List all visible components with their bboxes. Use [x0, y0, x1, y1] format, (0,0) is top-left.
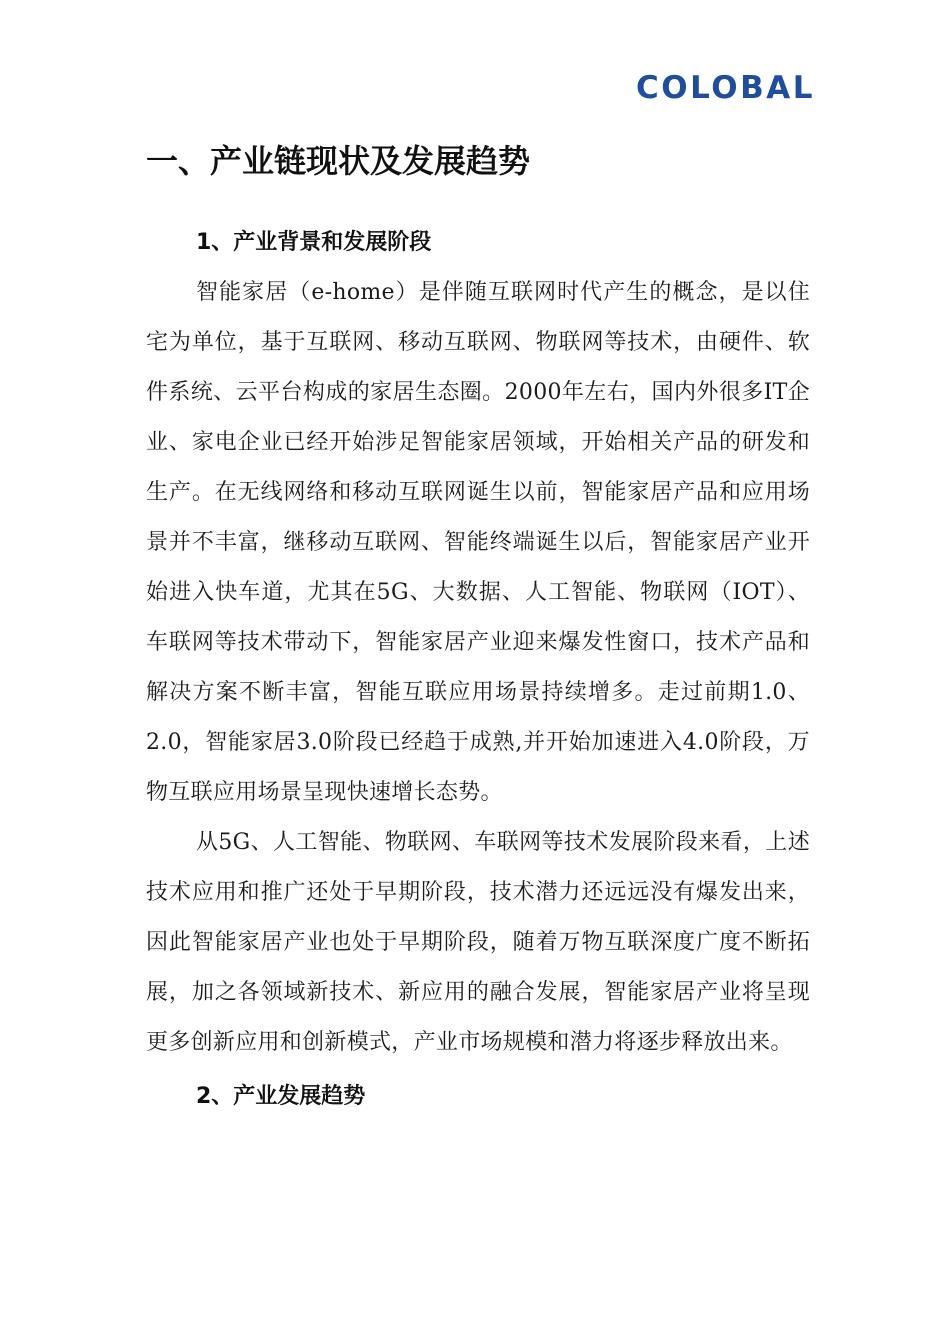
section-1-paragraph-1: 智能家居（e-home）是伴随互联网时代产生的概念，是以住宅为单位，基于互联网、移动互联网、物联网等技术，由硬件、软件系统、云平台构成的家居生态圈。2000年左右，国内外很多IT企业、家电企业已经开始涉足智能家居领域，开始相关产品的研发和生产。在无线网络和移动互联网诞生以前，智能家居产品和应用场景并不丰富，继移动互联网、智能终端诞生以后，智能家居产业开始进入快车道，尤其在5G、大数据、人工智能、物联网（IOT）、车联网等技术带动下，智能家居产业迎来爆发性窗口，技术产品和解决方案不断丰富，智能互联应用场景持续增多。走过前期1.0、2.0，智能家居3.0阶段已经趋于成熟,并开始加速进入4.0阶段，万物互联应用场景呈现快速增长态势。 [146, 280, 810, 805]
document-body [146, 138, 810, 1122]
colobal-logo: COLOBAL [636, 70, 815, 106]
chapter-heading: 一、产业链现状及发展趋势 [146, 142, 531, 180]
section-1-paragraph-2: 从5G、人工智能、物联网、车联网等技术发展阶段来看，上述技术应用和推广还处于早期阶段，技术潜力还远远没有爆发出来，因此智能家居产业也处于早期阶段，随着万物互联深度广度不断拓展，加之各领域新技术、新应用的融合发展，智能家居产业将呈现更多创新应用和创新模式，产业市场规模和潜力将逐步释放出来。 [146, 830, 810, 1055]
section-1-title: 1、产业背景和发展阶段 [196, 230, 432, 255]
section-2-title: 2、产业发展趋势 [196, 1084, 366, 1109]
